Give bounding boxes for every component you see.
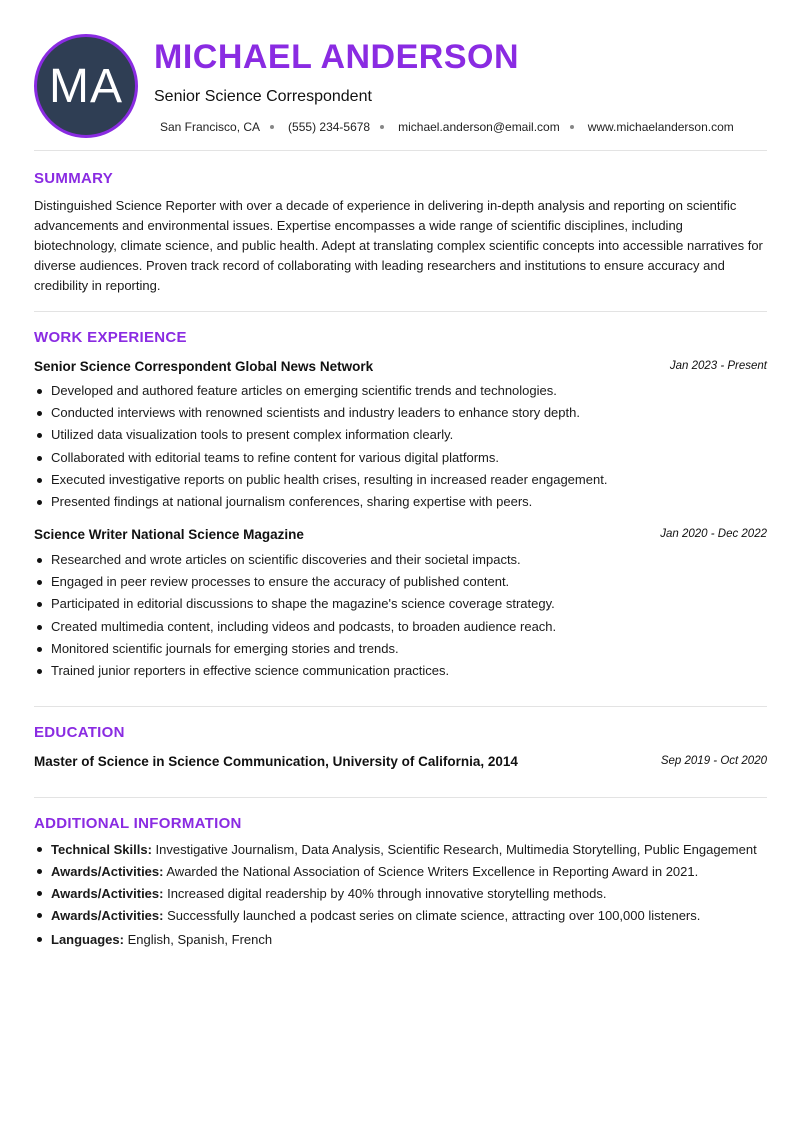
info-label: Awards/Activities: [51, 886, 164, 901]
list-item: Conducted interviews with renowned scientists and industry leaders to enhance story depth. [34, 402, 767, 424]
contact-location: San Francisco, CA [160, 120, 261, 134]
resume-header [0, 0, 800, 150]
info-text: Increased digital readership by 40% through innovative storytelling methods. [163, 886, 607, 901]
info-text: Successfully launched a podcast series on climate science, attracting over 100,000 listeners. [163, 908, 701, 923]
info-label: Technical Skills: [51, 842, 152, 857]
list-item: Engaged in peer review processes to ensure the accuracy of published content. [34, 571, 767, 593]
job-dates: Jan 2020 - Dec 2022 [660, 528, 767, 540]
info-label: Awards/Activities: [51, 864, 164, 879]
separator-dot [570, 125, 574, 129]
education-heading: EDUCATION [34, 724, 125, 741]
contact-email: michael.anderson@email.com [398, 120, 560, 134]
avatar [34, 34, 138, 138]
section-divider [34, 311, 767, 312]
job-bullets [34, 380, 767, 513]
list-item: Created multimedia content, including videos and podcasts, to broaden audience reach. [34, 616, 767, 638]
summary-heading: SUMMARY [34, 170, 114, 187]
list-item [34, 840, 767, 859]
additional-heading: ADDITIONAL INFORMATION [34, 815, 242, 832]
list-item [34, 884, 767, 903]
info-text: English, Spanish, French [123, 932, 273, 947]
job-role: Science Writer National Science Magazine [34, 527, 304, 542]
list-item [34, 930, 767, 949]
list-item [34, 906, 767, 925]
info-label: Languages: [51, 932, 124, 947]
list-item: Utilized data visualization tools to present complex information clearly. [34, 424, 767, 446]
list-item: Presented findings at national journalism conferences, sharing expertise with peers. [34, 491, 767, 513]
job-header [34, 358, 767, 376]
job-role: Senior Science Correspondent Global News Network [34, 359, 374, 374]
list-item: Collaborated with editorial teams to refine content for various digital platforms. [34, 447, 767, 469]
education-degree: Master of Science in Science Communication, University of California, 2014 [34, 754, 518, 769]
candidate-name: MICHAEL ANDERSON [154, 38, 520, 76]
info-label: Awards/Activities: [51, 908, 164, 923]
info-text: Awarded the National Association of Science Writers Excellence in Reporting Award in 2021. [163, 864, 699, 879]
education-entry [34, 753, 767, 773]
list-item: Monitored scientific journals for emerging stories and trends. [34, 638, 767, 660]
education-dates: Sep 2019 - Oct 2020 [660, 755, 767, 767]
contact-website: www.michaelanderson.com [587, 120, 734, 134]
job-bullets [34, 549, 767, 682]
list-item: Executed investigative reports on public health crises, resulting in increased reader engagement. [34, 469, 767, 491]
list-item: Developed and authored feature articles on emerging scientific trends and technologies. [34, 380, 767, 402]
section-divider [34, 706, 767, 707]
info-text: Investigative Journalism, Data Analysis, Scientific Research, Multimedia Storytelling, Public Engagement [151, 842, 757, 857]
list-item [34, 862, 767, 881]
avatar-initials: MA [49, 59, 123, 113]
job-header [34, 526, 767, 544]
additional-list [34, 840, 767, 952]
separator-dot [270, 125, 274, 129]
separator-dot [380, 125, 384, 129]
list-item: Researched and wrote articles on scientific discoveries and their societal impacts. [34, 549, 767, 571]
list-item: Trained junior reporters in effective science communication practices. [34, 660, 767, 682]
candidate-title: Senior Science Correspondent [154, 88, 372, 105]
experience-heading: WORK EXPERIENCE [34, 329, 187, 346]
summary-text: Distinguished Science Reporter with over a decade of experience in delivering in-depth analysis and reporting on scientific advancements and environmental issues. Expertise encompasses a wide range of scientific disciplines, including biotechnology, climate science, and public health. Adept at translating complex scientific concepts into accessible narratives for diverse audiences. Proven track record of collaborating with leading researchers and institutions to ensure accuracy and credibility in reporting. [34, 198, 763, 293]
section-divider [34, 797, 767, 798]
job-dates: Jan 2023 - Present [669, 360, 767, 372]
contact-row [160, 120, 734, 134]
contact-phone: (555) 234-5678 [288, 120, 371, 134]
section-divider [34, 150, 767, 151]
list-item: Participated in editorial discussions to shape the magazine's science coverage strategy. [34, 593, 767, 615]
